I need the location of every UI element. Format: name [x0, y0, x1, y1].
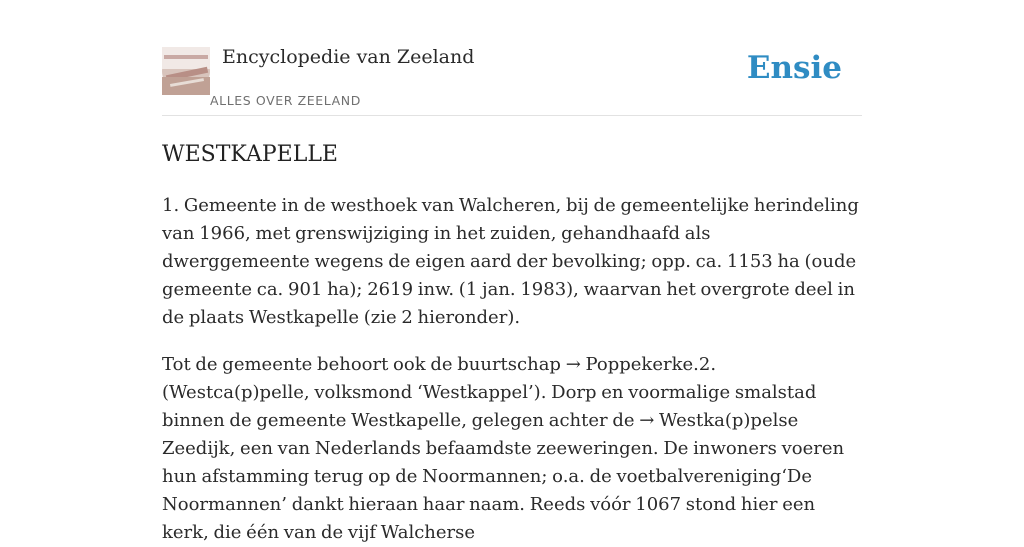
article-title: WESTKAPELLE [162, 142, 338, 167]
article-paragraph [162, 351, 862, 547]
cross-reference-link-zeedijk[interactable]: → Westka(p)pelse Zeedijk [162, 410, 799, 459]
article-paragraph: 1. Gemeente in de westhoek van Walcheren, bij de gemeentelijke herindeling van 1966, met grenswijziging in het zuiden, gehandhaafd als dwerggemeente wegens de eigen aard der bevolking; opp. ca. 1153 ha (oude gemeente ca. 901 ha); 2619 inw. (1 jan. 1983), waarvan het overgrote deel in de plaats Westkapelle (zie 2 hieronder). [162, 195, 859, 328]
site-header [162, 0, 862, 116]
content-column [162, 0, 862, 547]
paragraph-text: .2. (Westca(p)pelle, volksmond ‘Westkappel’). Dorp en voormalige smalstad binnen de gemeente Westkapelle, gelegen achter de [162, 354, 817, 431]
paragraph-text: , een van Nederlands befaamdste zeeweringen. De inwoners voeren hun afstamming terug op de Noormannen; o.a. de voetbalvereniging‘De Noormannen’ dankt hieraan haar naam. Reeds vóór 1067 stond hier een kerk, die één van de vijf Walcherse [162, 438, 845, 543]
cross-reference-link-poppekerke[interactable]: → Poppekerke [565, 354, 694, 375]
site-title-link[interactable]: Encyclopedie van Zeeland [222, 46, 475, 68]
avatar-shape [164, 55, 208, 59]
site-avatar[interactable] [162, 47, 210, 95]
ensie-logo-link[interactable]: Ensie [746, 50, 842, 86]
paragraph-text: Tot de gemeente behoort ook de buurtschap [162, 354, 566, 375]
site-tagline: ALLES OVER ZEELAND [210, 93, 361, 108]
